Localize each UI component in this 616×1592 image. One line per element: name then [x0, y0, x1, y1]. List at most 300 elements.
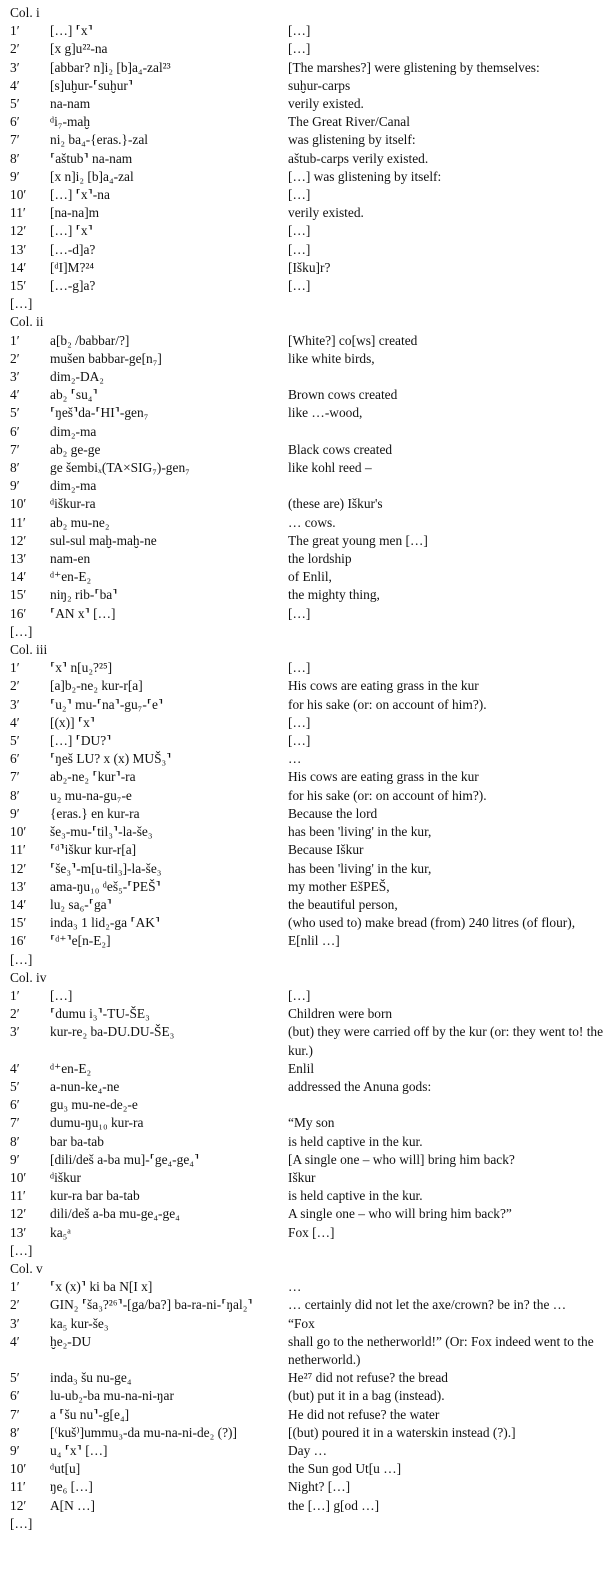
line-row	[10, 204, 610, 222]
line-number: 1′	[10, 660, 20, 676]
line-row	[10, 1114, 610, 1132]
translation: He²⁷ did not refuse? the bread	[288, 1370, 449, 1386]
transliteration: ⸢u₂⸣ mu-⸢na⸣-gu₇-⸢e⸣	[50, 696, 164, 712]
line-number: 4′	[10, 1060, 20, 1076]
line-number: 15′	[10, 278, 27, 294]
transliteration: lu-ub₂-ba mu-na-ni-ŋar	[50, 1388, 174, 1404]
transliteration: [na-na]m	[50, 205, 100, 221]
line-row	[10, 1406, 610, 1424]
line-row	[10, 77, 610, 95]
line-row	[10, 750, 610, 768]
translation: Because the lord	[288, 805, 378, 821]
line-number: 16′	[10, 605, 27, 621]
column-section	[10, 313, 610, 641]
translation: […]	[288, 733, 311, 749]
translation: for his sake (or: on account of him?).	[288, 696, 487, 712]
line-number: 13′	[10, 241, 27, 257]
translation: the mighty thing,	[288, 587, 380, 603]
line-row	[10, 1278, 610, 1296]
transliteration: nam-en	[50, 551, 91, 567]
line-row	[10, 823, 610, 841]
column-heading: Col. ii	[10, 314, 44, 330]
translation: [White?] co[ws] created	[288, 332, 418, 348]
line-number: 14′	[10, 896, 27, 912]
line-number: 4′	[10, 714, 20, 730]
translation: […]	[288, 605, 311, 621]
translation: Enlil	[288, 1060, 315, 1076]
line-number: 1′	[10, 1279, 20, 1295]
line-row	[10, 1078, 610, 1096]
line-row	[10, 932, 610, 950]
translation: […]	[288, 241, 311, 257]
line-row	[10, 150, 610, 168]
line-number: 11′	[10, 1479, 26, 1495]
transliteration: sul-sul maḫ-maḫ-ne	[50, 532, 157, 548]
line-row	[10, 1060, 610, 1078]
translation	[288, 477, 610, 495]
transliteration: u₂ mu-na-gu₇-e	[50, 787, 132, 803]
line-row	[10, 878, 610, 896]
line-number: 2′	[10, 678, 20, 694]
translation: the beautiful person,	[288, 896, 398, 912]
line-number: 7′	[10, 1115, 20, 1131]
line-row	[10, 1205, 610, 1223]
lacuna-marker: […]	[10, 623, 33, 639]
transliteration: gu₃ mu-ne-de₂-e	[50, 1097, 138, 1113]
translation: (but) put it in a bag (instead).	[288, 1388, 445, 1404]
translation: […]	[288, 187, 311, 203]
line-number: 14′	[10, 259, 27, 275]
translation	[288, 368, 610, 386]
translation: […]	[288, 714, 311, 730]
line-number: 11′	[10, 1188, 26, 1204]
transliteration: dim₂-ma	[50, 478, 97, 494]
line-number: 10′	[10, 496, 27, 512]
line-row	[10, 677, 610, 695]
transliteration: lu₂ sa₆-⸢ga⸣	[50, 896, 112, 912]
translation: […]	[288, 223, 311, 239]
transliteration: ka₅ᵃ	[50, 1224, 71, 1240]
line-number: 7′	[10, 769, 20, 785]
line-row	[10, 550, 610, 568]
transliteration: ⸢x (x)⸣ ki ba N[I x]	[50, 1279, 153, 1295]
transliteration: na-nam	[50, 96, 91, 111]
translation: addressed the Anuna gods:	[288, 1078, 432, 1094]
transliteration: ab₂ mu-ne₂	[50, 514, 110, 530]
transliteration: [⁽kuš⁾]ummu₃-da mu-na-ni-de₂ (?)]	[50, 1424, 237, 1440]
lacuna-marker: […]	[10, 951, 33, 967]
line-row	[10, 423, 610, 441]
line-row	[10, 477, 610, 495]
line-number: 12′	[10, 532, 27, 548]
line-row	[10, 495, 610, 513]
transliteration: […] ⸢DU?⸣	[50, 733, 112, 749]
line-number: 3′	[10, 369, 20, 385]
transliteration: kur-re₂ ba-DU.DU-ŠE₃	[50, 1024, 175, 1040]
line-row	[10, 1387, 610, 1405]
lacuna-marker: […]	[10, 1242, 33, 1258]
line-number: 2′	[10, 41, 20, 57]
line-row	[10, 459, 610, 477]
line-number: 3′	[10, 1024, 20, 1040]
transliteration: ⸢ŋeš⸣da-⸢HI⸣-gen₇	[50, 405, 149, 421]
line-row	[10, 768, 610, 786]
line-number: 7′	[10, 132, 20, 148]
translation: [(but) poured it in a waterskin instead (?).]	[288, 1424, 516, 1440]
line-number: 16′	[10, 933, 27, 949]
transliteration: a-nun-ke₄-ne	[50, 1078, 120, 1094]
transliteration: kur-ra bar ba-tab	[50, 1188, 140, 1204]
line-number: 9′	[10, 805, 20, 821]
translation: is held captive in the kur.	[288, 1133, 423, 1149]
translation: […]	[288, 23, 311, 39]
transliteration: [ᵈI]M?²⁴	[50, 259, 95, 275]
transliteration: [dili/deš a-ba mu]-⸢ge₄-ge₄⸣	[50, 1151, 200, 1167]
transliteration: [s]uḫur-⸢suḫur⸣	[50, 77, 134, 93]
line-row	[10, 404, 610, 422]
translation: verily existed.	[288, 205, 364, 221]
line-number: 12′	[10, 223, 27, 239]
line-number: 5′	[10, 96, 20, 111]
line-row	[10, 1133, 610, 1151]
translation: is held captive in the kur.	[288, 1188, 423, 1204]
translation: Children were born	[288, 1006, 393, 1022]
transliteration: dili/deš a-ba mu-ge₄-ge₄	[50, 1206, 180, 1222]
transliteration: GIN₂ ⸢ša₃?²⁶⸣-[ga/ba?] ba-ra-ni-⸢ŋal₂⸣	[50, 1297, 253, 1313]
transliteration: […] ⸢x⸣	[50, 223, 93, 239]
transliteration: ⸢AN x⸣ […]	[50, 605, 116, 621]
line-number: 8′	[10, 787, 20, 803]
line-number: 11′	[10, 205, 26, 221]
line-row	[10, 1478, 610, 1496]
translation: […] was glistening by itself:	[288, 168, 442, 184]
translation: has been 'living' in the kur,	[288, 824, 432, 840]
line-row	[10, 222, 610, 240]
line-row	[10, 1096, 610, 1114]
line-row	[10, 1497, 610, 1515]
transliteration: še₃-mu-⸢til₃⸣-la-še₃	[50, 824, 153, 840]
translation	[288, 423, 610, 441]
line-number: 5′	[10, 405, 20, 421]
translation: … certainly did not let the axe/crown? be in? the …	[288, 1297, 567, 1313]
translation: Day …	[288, 1442, 328, 1458]
line-row	[10, 696, 610, 714]
line-row	[10, 1151, 610, 1169]
transliteration: ka₅ kur-še₃	[50, 1315, 109, 1331]
translation: Because Iškur	[288, 842, 364, 858]
line-number: 5′	[10, 1078, 20, 1094]
line-row	[10, 1224, 610, 1242]
line-row	[10, 1460, 610, 1478]
line-row	[10, 514, 610, 532]
transliteration: [abbar? n]i₂ [b]a₄-zal²³	[50, 59, 171, 75]
translation: […]	[288, 660, 311, 676]
lacuna-marker: […]	[10, 1515, 33, 1531]
translation	[288, 1096, 610, 1114]
transliteration: [x n]i₂ [b]a₄-zal	[50, 168, 134, 184]
line-row	[10, 277, 610, 295]
line-row	[10, 987, 610, 1005]
line-row	[10, 350, 610, 368]
translation: the lordship	[288, 551, 352, 567]
translation: like kohl reed –	[288, 460, 372, 476]
transliteration: [x g]u²²-na	[50, 41, 108, 57]
line-number: 2′	[10, 350, 20, 366]
line-row	[10, 1315, 610, 1333]
line-row	[10, 1333, 610, 1369]
line-row	[10, 805, 610, 823]
line-number: 10′	[10, 1169, 27, 1185]
line-row	[10, 787, 610, 805]
transliteration: [(x)] ⸢x⸣	[50, 714, 96, 730]
line-number: 6′	[10, 1388, 20, 1404]
translation: Black cows created	[288, 441, 393, 457]
line-number: 13′	[10, 551, 27, 567]
line-number: 10′	[10, 1461, 27, 1477]
line-row	[10, 532, 610, 550]
line-row	[10, 914, 610, 932]
line-number: 9′	[10, 1151, 20, 1167]
transliteration: ⸢x⸣ n[u₂?²⁵]	[50, 660, 113, 676]
line-row	[10, 860, 610, 878]
line-number: 1′	[10, 332, 20, 348]
line-row	[10, 1442, 610, 1460]
translation: […]	[288, 987, 311, 1003]
line-number: 7′	[10, 441, 20, 457]
line-number: 4′	[10, 387, 20, 403]
line-row	[10, 441, 610, 459]
line-row	[10, 1169, 610, 1187]
transliteration: […-d]a?	[50, 241, 96, 257]
translation: my mother EšPEŠ,	[288, 878, 390, 894]
line-row	[10, 1023, 610, 1059]
line-row	[10, 896, 610, 914]
transliteration: ᵈut[u]	[50, 1461, 81, 1477]
translation: (but) they were carried off by the kur (or: they went to! the kur.)	[288, 1024, 604, 1058]
transliteration: ŋe₆ […]	[50, 1479, 93, 1495]
line-number: 3′	[10, 696, 20, 712]
transliteration: ⸢ᵈ⁺⸣e[n-E₂]	[50, 933, 111, 949]
translation: like …-wood,	[288, 405, 363, 421]
transliteration: […]	[50, 987, 73, 1003]
line-number: 4′	[10, 1333, 20, 1349]
line-row	[10, 241, 610, 259]
transliteration: ᵈ⁺en-E₂	[50, 569, 92, 585]
line-number: 6′	[10, 114, 20, 130]
line-row	[10, 186, 610, 204]
line-row	[10, 1369, 610, 1387]
line-number: 3′	[10, 59, 20, 75]
line-row	[10, 1005, 610, 1023]
transliteration: ge šembiₓ(TA×SIG₇)-gen₇	[50, 460, 190, 476]
line-number: 2′	[10, 1297, 20, 1313]
transliteration: u₄ ⸢x⸣ […]	[50, 1442, 108, 1458]
transliteration: ⸢aštub⸣ na-nam	[50, 150, 133, 166]
line-row	[10, 368, 610, 386]
transliteration: ab₂-ne₂ ⸢kur⸣-ra	[50, 769, 136, 785]
transliteration: ama-ŋu₁₀ ᵈeš₅-⸢PEŠ⸣	[50, 878, 161, 894]
line-number: 9′	[10, 478, 20, 494]
translation: [The marshes?] were glistening by themselves:	[288, 59, 540, 75]
transliteration: ᵈiškur	[50, 1169, 81, 1185]
translation: He did not refuse? the water	[288, 1406, 440, 1422]
transliteration: ⸢ᵈ⸣iškur kur-r[a]	[50, 842, 137, 858]
line-row	[10, 259, 610, 277]
column-heading: Col. v	[10, 1260, 43, 1276]
translation: …	[288, 1279, 302, 1295]
line-number: 12′	[10, 1206, 27, 1222]
line-row	[10, 59, 610, 77]
line-row	[10, 168, 610, 186]
line-row	[10, 113, 610, 131]
line-number: 13′	[10, 878, 27, 894]
line-row	[10, 732, 610, 750]
line-number: 11′	[10, 842, 26, 858]
transliteration: ni₂ ba₄-{eras.}-zal	[50, 132, 149, 148]
line-row	[10, 332, 610, 350]
line-number: 4′	[10, 77, 20, 93]
transliteration: a ⸢šu nu⸣-g[e₄]	[50, 1406, 130, 1422]
transliteration: ḫe₂-DU	[50, 1333, 92, 1349]
translation: like white birds,	[288, 350, 375, 366]
translation: has been 'living' in the kur,	[288, 860, 432, 876]
translation: … cows.	[288, 514, 336, 530]
transliteration: dumu-ŋu₁₀ kur-ra	[50, 1115, 144, 1131]
line-number: 8′	[10, 150, 20, 166]
line-row	[10, 386, 610, 404]
translation: …	[288, 751, 302, 767]
line-number: 8′	[10, 460, 20, 476]
transliteration: bar ba-tab	[50, 1133, 104, 1149]
translation: His cows are eating grass in the kur	[288, 769, 479, 785]
transliteration: ⸢dumu i₃⸣-TU-ŠE₃	[50, 1006, 150, 1022]
transliteration: dim₂-ma	[50, 423, 97, 439]
line-row	[10, 659, 610, 677]
line-number: 9′	[10, 1442, 20, 1458]
line-row	[10, 714, 610, 732]
line-number: 10′	[10, 187, 27, 203]
translation: His cows are eating grass in the kur	[288, 678, 479, 694]
line-number: 12′	[10, 1497, 27, 1513]
line-number: 5′	[10, 1370, 20, 1386]
translation: suḫur-carps	[288, 77, 351, 93]
transliteration: A[N …]	[50, 1497, 95, 1513]
translation: “Fox	[288, 1315, 315, 1331]
line-number: 8′	[10, 1424, 20, 1440]
line-number: 11′	[10, 514, 26, 530]
transliteration: […] ⸢x⸣-na	[50, 187, 110, 203]
column-section	[10, 1260, 610, 1533]
translation: [A single one – who will] bring him back?	[288, 1151, 515, 1167]
transliteration: ᵈ⁺en-E₂	[50, 1060, 92, 1076]
lacuna-marker: […]	[10, 296, 33, 312]
transliteration: inda₃ 1 lid₂-ga ⸢AK⸣	[50, 915, 161, 931]
line-number: 6′	[10, 751, 20, 767]
line-row	[10, 841, 610, 859]
translation: […]	[288, 278, 311, 294]
column-section	[10, 969, 610, 1260]
line-row	[10, 1424, 610, 1442]
line-number: 6′	[10, 423, 20, 439]
line-number: 2′	[10, 1006, 20, 1022]
line-number: 12′	[10, 860, 27, 876]
line-number: 14′	[10, 569, 27, 585]
line-row	[10, 95, 610, 113]
transliteration: ᵈi₇-maḫ	[50, 114, 91, 130]
line-number: 3′	[10, 1315, 20, 1331]
translation: (these are) Iškur's	[288, 496, 383, 512]
line-row	[10, 22, 610, 40]
line-row	[10, 568, 610, 586]
translation: verily existed.	[288, 96, 364, 111]
transliteration: dim₂-DA₂	[50, 369, 104, 385]
column-heading: Col. i	[10, 5, 40, 20]
transliteration: ⸢še₃⸣-m[u-til₃]-la-še₃	[50, 860, 162, 876]
line-number: 5′	[10, 733, 20, 749]
line-number: 8′	[10, 1133, 20, 1149]
transliteration: mušen babbar-ge[n₇]	[50, 350, 162, 366]
line-number: 9′	[10, 168, 20, 184]
line-number: 7′	[10, 1406, 20, 1422]
line-number: 10′	[10, 824, 27, 840]
line-row	[10, 586, 610, 604]
translation: Brown cows created	[288, 387, 398, 403]
line-row	[10, 605, 610, 623]
translation: the Sun god Ut[u …]	[288, 1461, 402, 1477]
column-heading: Col. iv	[10, 969, 47, 985]
translation: E[nlil …]	[288, 933, 340, 949]
transliteration: […] ⸢x⸣	[50, 23, 93, 39]
translation: was glistening by itself:	[288, 132, 416, 148]
line-number: 1′	[10, 23, 20, 39]
transliteration: ab₂ ⸢su₄⸣	[50, 387, 98, 403]
transliteration: ᵈiškur-ra	[50, 496, 96, 512]
transliteration: inda₃ šu nu-ge₄	[50, 1370, 132, 1386]
translation: The Great River/Canal	[288, 114, 410, 130]
translation: (who used to) make bread (from) 240 litres (of flour),	[288, 915, 576, 931]
translation: aštub-carps verily existed.	[288, 150, 429, 166]
translation: of Enlil,	[288, 569, 332, 585]
line-number: 6′	[10, 1097, 20, 1113]
translation: The great young men […]	[288, 532, 428, 548]
transliteration: {eras.} en kur-ra	[50, 805, 140, 821]
transliteration: a[b₂ /babbar/?]	[50, 332, 130, 348]
transliteration: niŋ₂ rib-⸢ba⸣	[50, 587, 118, 603]
translation: Fox […]	[288, 1224, 335, 1240]
translation: Night? […]	[288, 1479, 351, 1495]
line-row	[10, 1187, 610, 1205]
translation: shall go to the netherworld!” (Or: Fox indeed went to the netherworld.)	[288, 1333, 594, 1367]
line-row	[10, 131, 610, 149]
column-section	[10, 4, 610, 313]
line-row	[10, 1296, 610, 1314]
line-row	[10, 40, 610, 58]
transliteration: ab₂ ge-ge	[50, 441, 101, 457]
column-section	[10, 641, 610, 969]
translation: the […] g[od …]	[288, 1497, 380, 1513]
translation: “My son	[288, 1115, 335, 1131]
line-number: 1′	[10, 987, 20, 1003]
transliteration: ⸢ŋeš LU? x (x) MUŠ₃⸣	[50, 751, 172, 767]
translation: A single one – who will bring him back?”	[288, 1206, 512, 1222]
transliteration: [a]b₂-ne₂ kur-r[a]	[50, 678, 143, 694]
translation: […]	[288, 41, 311, 57]
column-heading: Col. iii	[10, 642, 48, 658]
translation: for his sake (or: on account of him?).	[288, 787, 487, 803]
transliteration: […-g]a?	[50, 278, 96, 294]
line-number: 15′	[10, 915, 27, 931]
line-number: 13′	[10, 1224, 27, 1240]
